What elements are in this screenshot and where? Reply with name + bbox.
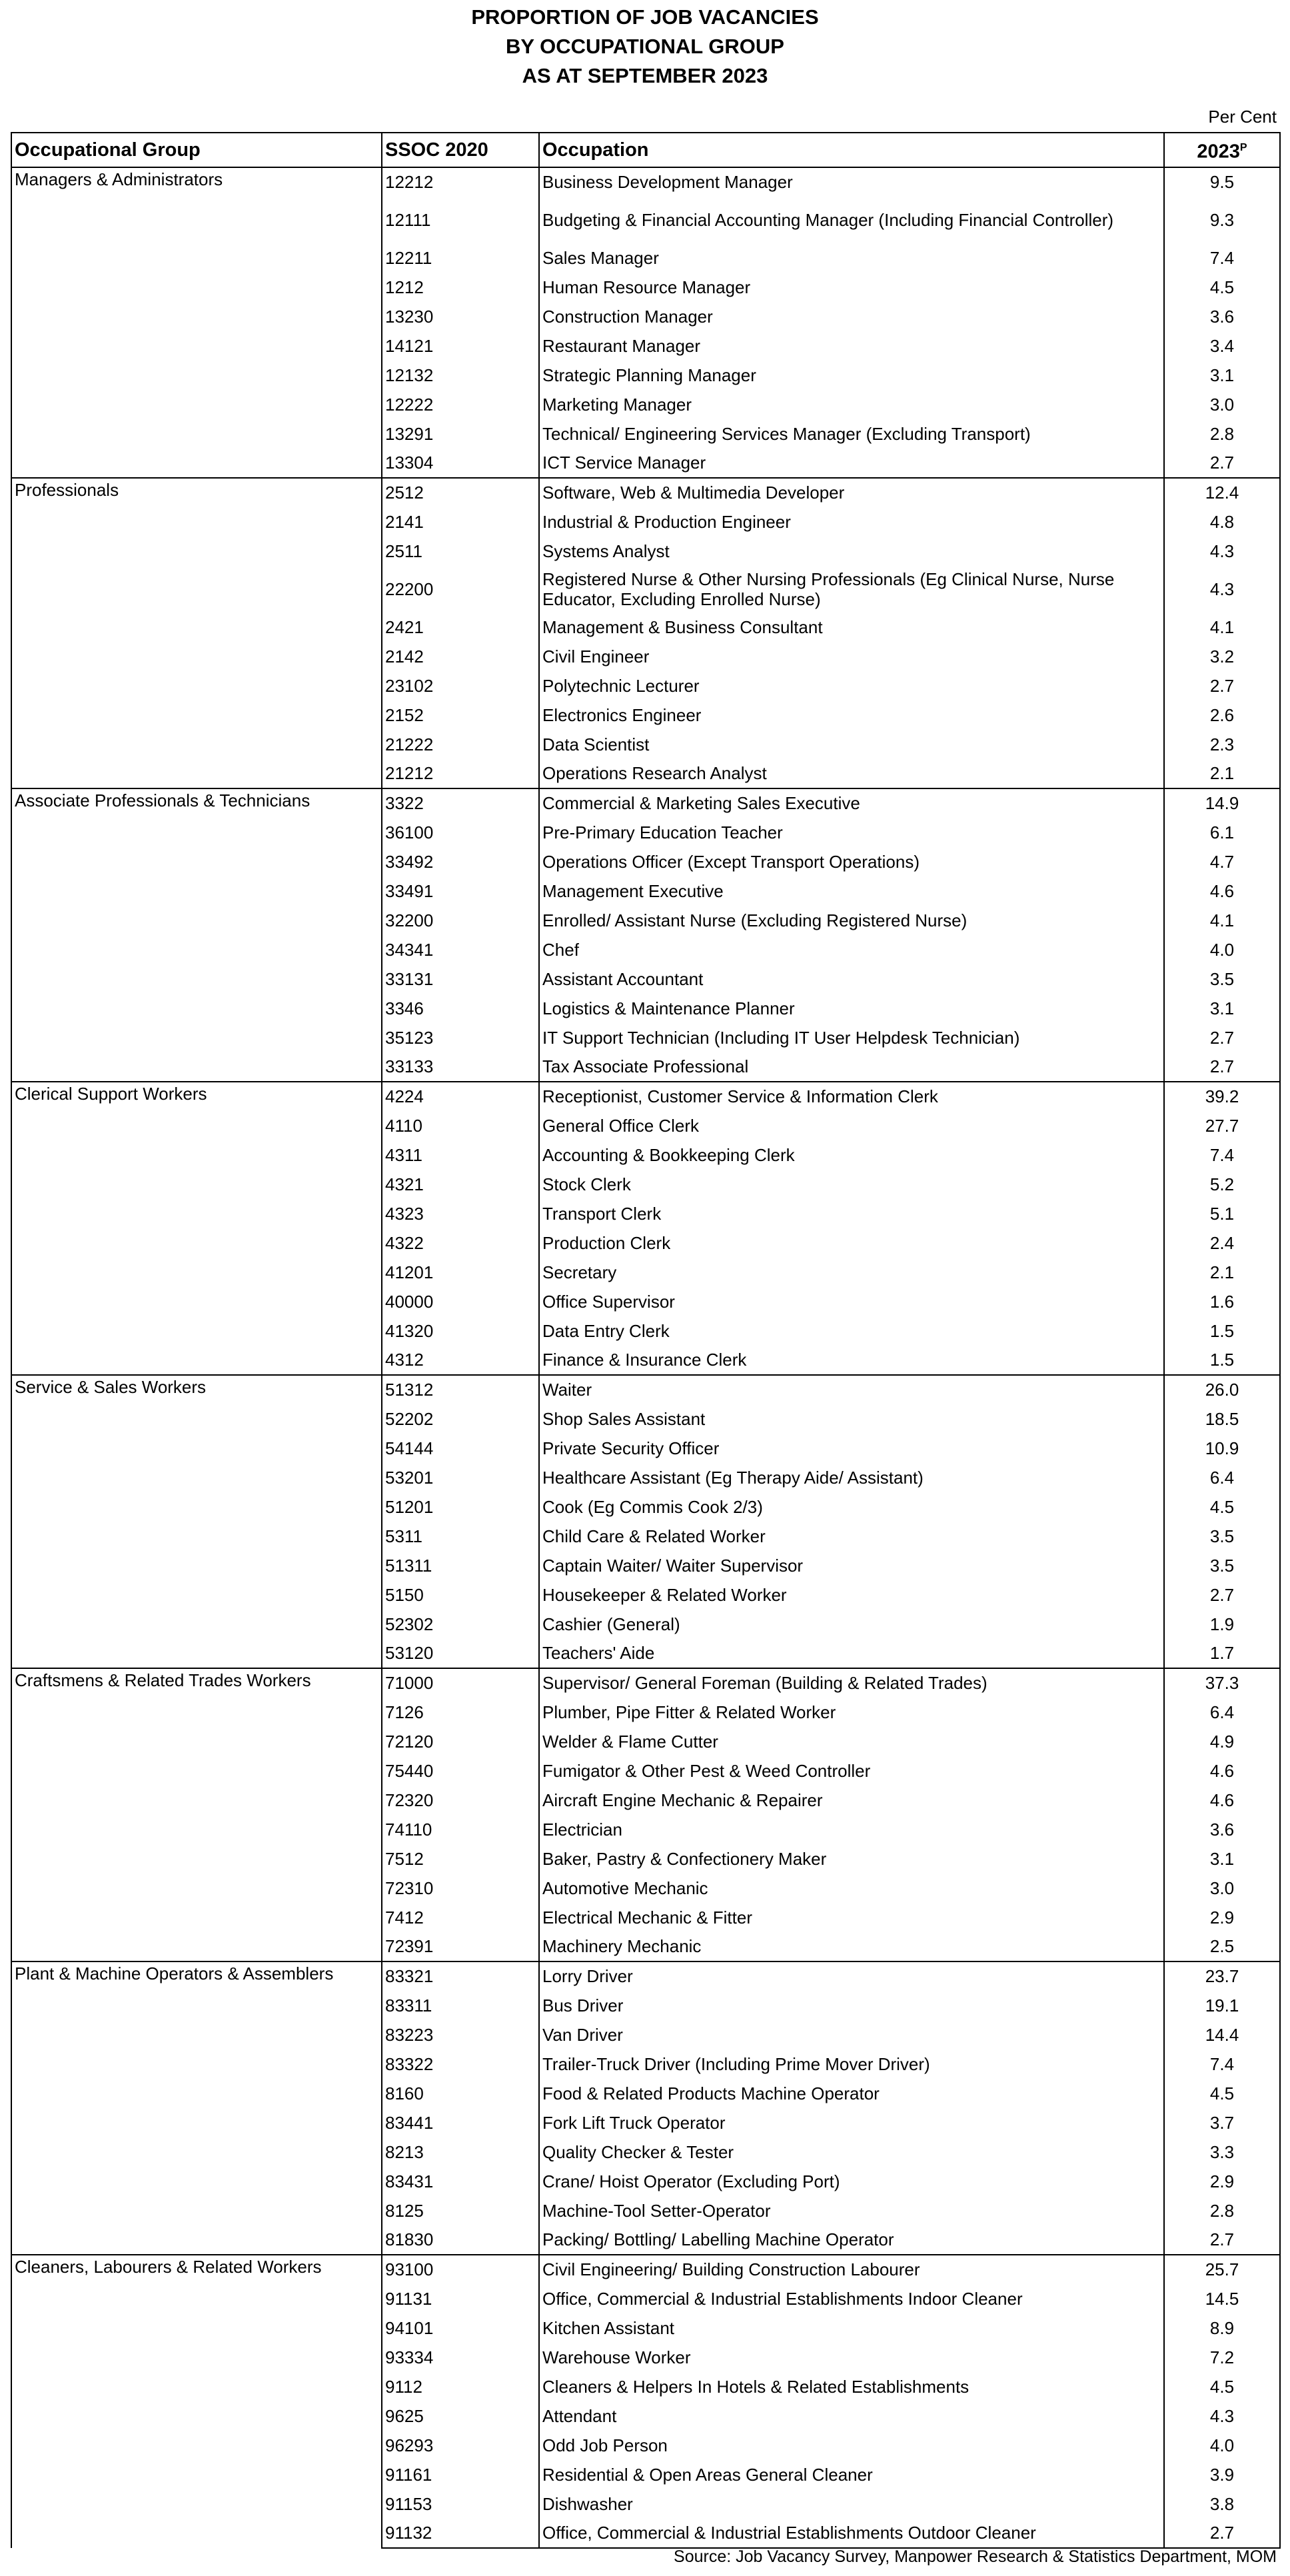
occupational-group-cell: Craftsmens & Related Trades Workers xyxy=(11,1668,382,1961)
occupation-cell: Management & Business Consultant xyxy=(539,613,1164,642)
percent-cell: 1.5 xyxy=(1164,1316,1280,1346)
ssoc-cell: 40000 xyxy=(382,1287,539,1316)
percent-cell: 2.5 xyxy=(1164,1932,1280,1961)
ssoc-cell: 12132 xyxy=(382,361,539,390)
table-row xyxy=(11,1082,1280,1111)
occupation-cell: Marketing Manager xyxy=(539,390,1164,419)
ssoc-cell: 36100 xyxy=(382,818,539,847)
ssoc-cell: 13230 xyxy=(382,302,539,331)
percent-cell: 2.7 xyxy=(1164,1580,1280,1610)
percent-cell: 3.6 xyxy=(1164,302,1280,331)
occupation-cell: Receptionist, Customer Service & Information Clerk xyxy=(539,1082,1164,1111)
ssoc-cell: 21212 xyxy=(382,759,539,788)
occupation-cell: Restaurant Manager xyxy=(539,331,1164,361)
occupation-cell: Tax Associate Professional xyxy=(539,1052,1164,1082)
occupation-cell: Shop Sales Assistant xyxy=(539,1404,1164,1434)
table-row xyxy=(11,788,1280,818)
ssoc-cell: 94101 xyxy=(382,2313,539,2343)
percent-cell: 4.0 xyxy=(1164,2431,1280,2460)
percent-cell: 4.6 xyxy=(1164,876,1280,906)
occupation-cell: Operations Officer (Except Transport Operations) xyxy=(539,847,1164,876)
ssoc-cell: 83441 xyxy=(382,2108,539,2137)
ssoc-cell: 33133 xyxy=(382,1052,539,1082)
percent-cell: 3.5 xyxy=(1164,1522,1280,1551)
percent-cell: 2.6 xyxy=(1164,700,1280,730)
ssoc-cell: 4323 xyxy=(382,1199,539,1228)
percent-cell: 4.3 xyxy=(1164,566,1280,613)
occupation-cell: Software, Web & Multimedia Developer xyxy=(539,478,1164,507)
occupation-cell: Dishwasher xyxy=(539,2489,1164,2519)
ssoc-cell: 72391 xyxy=(382,1932,539,1961)
source-note: Source: Job Vacancy Survey, Manpower Research & Statistics Department, MOM xyxy=(674,2547,1277,2566)
occupation-cell: Lorry Driver xyxy=(539,1961,1164,1991)
percent-cell: 19.1 xyxy=(1164,1991,1280,2020)
occupation-cell: Warehouse Worker xyxy=(539,2343,1164,2372)
occupation-cell: Strategic Planning Manager xyxy=(539,361,1164,390)
ssoc-cell: 83431 xyxy=(382,2167,539,2196)
percent-cell: 9.5 xyxy=(1164,167,1280,197)
ssoc-cell: 91132 xyxy=(382,2519,539,2548)
ssoc-cell: 8213 xyxy=(382,2137,539,2167)
occupation-cell: Transport Clerk xyxy=(539,1199,1164,1228)
ssoc-cell: 13304 xyxy=(382,449,539,478)
percent-cell: 4.7 xyxy=(1164,847,1280,876)
ssoc-cell: 3322 xyxy=(382,788,539,818)
ssoc-cell: 72320 xyxy=(382,1786,539,1815)
ssoc-cell: 74110 xyxy=(382,1815,539,1844)
occupation-cell: Management Executive xyxy=(539,876,1164,906)
ssoc-cell: 83311 xyxy=(382,1991,539,2020)
ssoc-cell: 9625 xyxy=(382,2401,539,2431)
occupation-cell: Aircraft Engine Mechanic & Repairer xyxy=(539,1786,1164,1815)
occupation-cell: Commercial & Marketing Sales Executive xyxy=(539,788,1164,818)
percent-cell: 3.1 xyxy=(1164,994,1280,1023)
ssoc-cell: 8125 xyxy=(382,2196,539,2225)
ssoc-cell: 53201 xyxy=(382,1463,539,1492)
ssoc-cell: 52302 xyxy=(382,1610,539,1639)
ssoc-cell: 4312 xyxy=(382,1346,539,1375)
header-occupation: Occupation xyxy=(539,133,1164,167)
occupation-cell: Accounting & Bookkeeping Clerk xyxy=(539,1140,1164,1170)
percent-cell: 8.9 xyxy=(1164,2313,1280,2343)
percent-cell: 2.3 xyxy=(1164,730,1280,759)
table-row xyxy=(11,1961,1280,1991)
occupation-cell: Civil Engineering/ Building Construction Labourer xyxy=(539,2255,1164,2284)
ssoc-cell: 7512 xyxy=(382,1844,539,1874)
vacancy-table xyxy=(11,132,1281,2549)
occupation-cell: Human Resource Manager xyxy=(539,273,1164,302)
occupation-cell: Enrolled/ Assistant Nurse (Excluding Registered Nurse) xyxy=(539,906,1164,935)
occupation-cell: Cook (Eg Commis Cook 2/3) xyxy=(539,1492,1164,1522)
occupation-cell: Sales Manager xyxy=(539,243,1164,273)
percent-cell: 3.9 xyxy=(1164,2460,1280,2489)
ssoc-cell: 12212 xyxy=(382,167,539,197)
ssoc-cell: 51201 xyxy=(382,1492,539,1522)
ssoc-cell: 33491 xyxy=(382,876,539,906)
percent-cell: 2.7 xyxy=(1164,2225,1280,2255)
occupation-cell: Registered Nurse & Other Nursing Professionals (Eg Clinical Nurse, Nurse Educator, Excluding Enrolled Nurse) xyxy=(539,566,1164,613)
occupation-cell: Electronics Engineer xyxy=(539,700,1164,730)
percent-cell: 2.1 xyxy=(1164,759,1280,788)
percent-cell: 10.9 xyxy=(1164,1434,1280,1463)
ssoc-cell: 9112 xyxy=(382,2372,539,2401)
occupation-cell: Office Supervisor xyxy=(539,1287,1164,1316)
percent-cell: 18.5 xyxy=(1164,1404,1280,1434)
header-group: Occupational Group xyxy=(11,133,382,167)
percent-cell: 7.4 xyxy=(1164,243,1280,273)
occupation-cell: Chef xyxy=(539,935,1164,964)
percent-cell: 7.4 xyxy=(1164,1140,1280,1170)
occupation-cell: Logistics & Maintenance Planner xyxy=(539,994,1164,1023)
percent-cell: 3.5 xyxy=(1164,964,1280,994)
percent-cell: 1.7 xyxy=(1164,1639,1280,1668)
report-title xyxy=(0,0,1290,91)
occupation-cell: Welder & Flame Cutter xyxy=(539,1727,1164,1756)
ssoc-cell: 83321 xyxy=(382,1961,539,1991)
percent-cell: 2.7 xyxy=(1164,449,1280,478)
table-row xyxy=(11,1375,1280,1404)
table-body xyxy=(11,167,1280,2548)
percent-cell: 2.1 xyxy=(1164,1258,1280,1287)
header-ssoc: SSOC 2020 xyxy=(382,133,539,167)
occupation-cell: Office, Commercial & Industrial Establishments Outdoor Cleaner xyxy=(539,2519,1164,2548)
title-line-3: AS AT SEPTEMBER 2023 xyxy=(522,64,768,87)
percent-cell: 3.1 xyxy=(1164,1844,1280,1874)
ssoc-cell: 51312 xyxy=(382,1375,539,1404)
percent-cell: 3.0 xyxy=(1164,1874,1280,1903)
occupation-cell: Technical/ Engineering Services Manager (Excluding Transport) xyxy=(539,419,1164,449)
title-line-1: PROPORTION OF JOB VACANCIES xyxy=(471,5,819,29)
occupational-group-cell: Cleaners, Labourers & Related Workers xyxy=(11,2255,382,2548)
occupational-group-cell: Clerical Support Workers xyxy=(11,1082,382,1375)
percent-cell: 1.9 xyxy=(1164,1610,1280,1639)
title-line-2: BY OCCUPATIONAL GROUP xyxy=(506,35,784,58)
percent-cell: 4.0 xyxy=(1164,935,1280,964)
ssoc-cell: 33492 xyxy=(382,847,539,876)
header-year xyxy=(1164,133,1280,167)
occupation-cell: Civil Engineer xyxy=(539,642,1164,671)
ssoc-cell: 91153 xyxy=(382,2489,539,2519)
occupation-cell: Operations Research Analyst xyxy=(539,759,1164,788)
ssoc-cell: 93334 xyxy=(382,2343,539,2372)
header-row xyxy=(11,133,1280,167)
percent-cell: 3.7 xyxy=(1164,2108,1280,2137)
percent-cell: 37.3 xyxy=(1164,1668,1280,1698)
percent-cell: 1.6 xyxy=(1164,1287,1280,1316)
occupation-cell: Bus Driver xyxy=(539,1991,1164,2020)
occupation-cell: Electrician xyxy=(539,1815,1164,1844)
occupation-cell: Supervisor/ General Foreman (Building & Related Trades) xyxy=(539,1668,1164,1698)
occupational-group-cell: Managers & Administrators xyxy=(11,167,382,478)
occupation-cell: Waiter xyxy=(539,1375,1164,1404)
table-row xyxy=(11,2255,1280,2284)
ssoc-cell: 21222 xyxy=(382,730,539,759)
header-year-text: 2023 xyxy=(1197,141,1240,163)
percent-cell: 14.4 xyxy=(1164,2020,1280,2049)
percent-cell: 7.4 xyxy=(1164,2049,1280,2079)
percent-cell: 14.9 xyxy=(1164,788,1280,818)
occupation-cell: Budgeting & Financial Accounting Manager (Including Financial Controller) xyxy=(539,197,1164,243)
occupation-cell: Attendant xyxy=(539,2401,1164,2431)
ssoc-cell: 4321 xyxy=(382,1170,539,1199)
percent-cell: 3.1 xyxy=(1164,361,1280,390)
occupation-cell: Office, Commercial & Industrial Establishments Indoor Cleaner xyxy=(539,2284,1164,2313)
occupation-cell: Assistant Accountant xyxy=(539,964,1164,994)
percent-cell: 3.2 xyxy=(1164,642,1280,671)
ssoc-cell: 3346 xyxy=(382,994,539,1023)
percent-cell: 5.1 xyxy=(1164,1199,1280,1228)
occupation-cell: Polytechnic Lecturer xyxy=(539,671,1164,700)
occupation-cell: Food & Related Products Machine Operator xyxy=(539,2079,1164,2108)
percent-cell: 12.4 xyxy=(1164,478,1280,507)
percent-cell: 4.5 xyxy=(1164,1492,1280,1522)
percent-cell: 4.6 xyxy=(1164,1756,1280,1786)
ssoc-cell: 2511 xyxy=(382,537,539,566)
table-row xyxy=(11,167,1280,197)
percent-cell: 4.3 xyxy=(1164,537,1280,566)
percent-cell: 3.0 xyxy=(1164,390,1280,419)
occupation-cell: Construction Manager xyxy=(539,302,1164,331)
percent-cell: 2.8 xyxy=(1164,419,1280,449)
ssoc-cell: 1212 xyxy=(382,273,539,302)
occupation-cell: Child Care & Related Worker xyxy=(539,1522,1164,1551)
occupational-group-cell: Professionals xyxy=(11,478,382,788)
percent-cell: 2.9 xyxy=(1164,2167,1280,2196)
table-row xyxy=(11,1668,1280,1698)
occupational-group-cell: Plant & Machine Operators & Assemblers xyxy=(11,1961,382,2255)
percent-cell: 4.9 xyxy=(1164,1727,1280,1756)
ssoc-cell: 4311 xyxy=(382,1140,539,1170)
occupation-cell: Crane/ Hoist Operator (Excluding Port) xyxy=(539,2167,1164,2196)
percent-cell: 14.5 xyxy=(1164,2284,1280,2313)
occupation-cell: Pre-Primary Education Teacher xyxy=(539,818,1164,847)
percent-cell: 3.5 xyxy=(1164,1551,1280,1580)
percent-cell: 4.5 xyxy=(1164,273,1280,302)
ssoc-cell: 12222 xyxy=(382,390,539,419)
occupational-group-cell: Associate Professionals & Technicians xyxy=(11,788,382,1082)
occupation-cell: Stock Clerk xyxy=(539,1170,1164,1199)
unit-label: Per Cent xyxy=(1208,107,1277,127)
occupation-cell: Electrical Mechanic & Fitter xyxy=(539,1903,1164,1932)
percent-cell: 2.7 xyxy=(1164,671,1280,700)
occupation-cell: Machine-Tool Setter-Operator xyxy=(539,2196,1164,2225)
occupation-cell: Healthcare Assistant (Eg Therapy Aide/ Assistant) xyxy=(539,1463,1164,1492)
ssoc-cell: 75440 xyxy=(382,1756,539,1786)
occupation-cell: Industrial & Production Engineer xyxy=(539,507,1164,537)
ssoc-cell: 41201 xyxy=(382,1258,539,1287)
percent-cell: 39.2 xyxy=(1164,1082,1280,1111)
percent-cell: 4.3 xyxy=(1164,2401,1280,2431)
ssoc-cell: 2141 xyxy=(382,507,539,537)
ssoc-cell: 13291 xyxy=(382,419,539,449)
percent-cell: 27.7 xyxy=(1164,1111,1280,1140)
occupation-cell: Finance & Insurance Clerk xyxy=(539,1346,1164,1375)
occupation-cell: Plumber, Pipe Fitter & Related Worker xyxy=(539,1698,1164,1727)
percent-cell: 6.4 xyxy=(1164,1463,1280,1492)
occupation-cell: Production Clerk xyxy=(539,1228,1164,1258)
occupation-cell: Systems Analyst xyxy=(539,537,1164,566)
percent-cell: 2.4 xyxy=(1164,1228,1280,1258)
percent-cell: 6.4 xyxy=(1164,1698,1280,1727)
percent-cell: 3.6 xyxy=(1164,1815,1280,1844)
ssoc-cell: 54144 xyxy=(382,1434,539,1463)
occupation-cell: Machinery Mechanic xyxy=(539,1932,1164,1961)
provisional-mark: P xyxy=(1239,142,1247,153)
occupation-cell: Baker, Pastry & Confectionery Maker xyxy=(539,1844,1164,1874)
table-row xyxy=(11,478,1280,507)
occupation-cell: IT Support Technician (Including IT User Helpdesk Technician) xyxy=(539,1023,1164,1052)
percent-cell: 2.7 xyxy=(1164,1023,1280,1052)
occupation-cell: Quality Checker & Tester xyxy=(539,2137,1164,2167)
percent-cell: 25.7 xyxy=(1164,2255,1280,2284)
ssoc-cell: 12211 xyxy=(382,243,539,273)
ssoc-cell: 72120 xyxy=(382,1727,539,1756)
occupation-cell: Kitchen Assistant xyxy=(539,2313,1164,2343)
ssoc-cell: 41320 xyxy=(382,1316,539,1346)
ssoc-cell: 2421 xyxy=(382,613,539,642)
percent-cell: 4.8 xyxy=(1164,507,1280,537)
occupation-cell: Private Security Officer xyxy=(539,1434,1164,1463)
percent-cell: 3.8 xyxy=(1164,2489,1280,2519)
percent-cell: 4.5 xyxy=(1164,2079,1280,2108)
ssoc-cell: 52202 xyxy=(382,1404,539,1434)
ssoc-cell: 35123 xyxy=(382,1023,539,1052)
percent-cell: 4.1 xyxy=(1164,613,1280,642)
ssoc-cell: 2512 xyxy=(382,478,539,507)
ssoc-cell: 2152 xyxy=(382,700,539,730)
percent-cell: 4.6 xyxy=(1164,1786,1280,1815)
percent-cell: 1.5 xyxy=(1164,1346,1280,1375)
percent-cell: 4.5 xyxy=(1164,2372,1280,2401)
percent-cell: 2.8 xyxy=(1164,2196,1280,2225)
ssoc-cell: 5150 xyxy=(382,1580,539,1610)
ssoc-cell: 22200 xyxy=(382,566,539,613)
percent-cell: 5.2 xyxy=(1164,1170,1280,1199)
percent-cell: 2.9 xyxy=(1164,1903,1280,1932)
occupation-cell: Cleaners & Helpers In Hotels & Related Establishments xyxy=(539,2372,1164,2401)
occupation-cell: Trailer-Truck Driver (Including Prime Mover Driver) xyxy=(539,2049,1164,2079)
occupation-cell: Data Scientist xyxy=(539,730,1164,759)
occupation-cell: Odd Job Person xyxy=(539,2431,1164,2460)
ssoc-cell: 93100 xyxy=(382,2255,539,2284)
ssoc-cell: 8160 xyxy=(382,2079,539,2108)
ssoc-cell: 91131 xyxy=(382,2284,539,2313)
ssoc-cell: 2142 xyxy=(382,642,539,671)
occupation-cell: Data Entry Clerk xyxy=(539,1316,1164,1346)
ssoc-cell: 4224 xyxy=(382,1082,539,1111)
ssoc-cell: 83322 xyxy=(382,2049,539,2079)
occupation-cell: Secretary xyxy=(539,1258,1164,1287)
ssoc-cell: 33131 xyxy=(382,964,539,994)
ssoc-cell: 71000 xyxy=(382,1668,539,1698)
occupation-cell: General Office Clerk xyxy=(539,1111,1164,1140)
percent-cell: 3.4 xyxy=(1164,331,1280,361)
occupation-cell: Residential & Open Areas General Cleaner xyxy=(539,2460,1164,2489)
ssoc-cell: 5311 xyxy=(382,1522,539,1551)
percent-cell: 7.2 xyxy=(1164,2343,1280,2372)
occupation-cell: Packing/ Bottling/ Labelling Machine Operator xyxy=(539,2225,1164,2255)
occupation-cell: Teachers' Aide xyxy=(539,1639,1164,1668)
percent-cell: 6.1 xyxy=(1164,818,1280,847)
ssoc-cell: 51311 xyxy=(382,1551,539,1580)
ssoc-cell: 23102 xyxy=(382,671,539,700)
ssoc-cell: 81830 xyxy=(382,2225,539,2255)
ssoc-cell: 7126 xyxy=(382,1698,539,1727)
ssoc-cell: 96293 xyxy=(382,2431,539,2460)
occupation-cell: Housekeeper & Related Worker xyxy=(539,1580,1164,1610)
ssoc-cell: 91161 xyxy=(382,2460,539,2489)
ssoc-cell: 7412 xyxy=(382,1903,539,1932)
percent-cell: 26.0 xyxy=(1164,1375,1280,1404)
occupational-group-cell: Service & Sales Workers xyxy=(11,1375,382,1668)
occupation-cell: Fork Lift Truck Operator xyxy=(539,2108,1164,2137)
occupation-cell: Cashier (General) xyxy=(539,1610,1164,1639)
ssoc-cell: 14121 xyxy=(382,331,539,361)
percent-cell: 3.3 xyxy=(1164,2137,1280,2167)
percent-cell: 23.7 xyxy=(1164,1961,1280,1991)
occupation-cell: Captain Waiter/ Waiter Supervisor xyxy=(539,1551,1164,1580)
occupation-cell: Van Driver xyxy=(539,2020,1164,2049)
occupation-cell: ICT Service Manager xyxy=(539,449,1164,478)
occupation-cell: Automotive Mechanic xyxy=(539,1874,1164,1903)
ssoc-cell: 32200 xyxy=(382,906,539,935)
ssoc-cell: 4110 xyxy=(382,1111,539,1140)
ssoc-cell: 4322 xyxy=(382,1228,539,1258)
ssoc-cell: 53120 xyxy=(382,1639,539,1668)
percent-cell: 4.1 xyxy=(1164,906,1280,935)
ssoc-cell: 72310 xyxy=(382,1874,539,1903)
percent-cell: 2.7 xyxy=(1164,2519,1280,2548)
occupation-cell: Fumigator & Other Pest & Weed Controller xyxy=(539,1756,1164,1786)
percent-cell: 2.7 xyxy=(1164,1052,1280,1082)
occupation-cell: Business Development Manager xyxy=(539,167,1164,197)
ssoc-cell: 83223 xyxy=(382,2020,539,2049)
ssoc-cell: 12111 xyxy=(382,197,539,243)
ssoc-cell: 34341 xyxy=(382,935,539,964)
percent-cell: 9.3 xyxy=(1164,197,1280,243)
